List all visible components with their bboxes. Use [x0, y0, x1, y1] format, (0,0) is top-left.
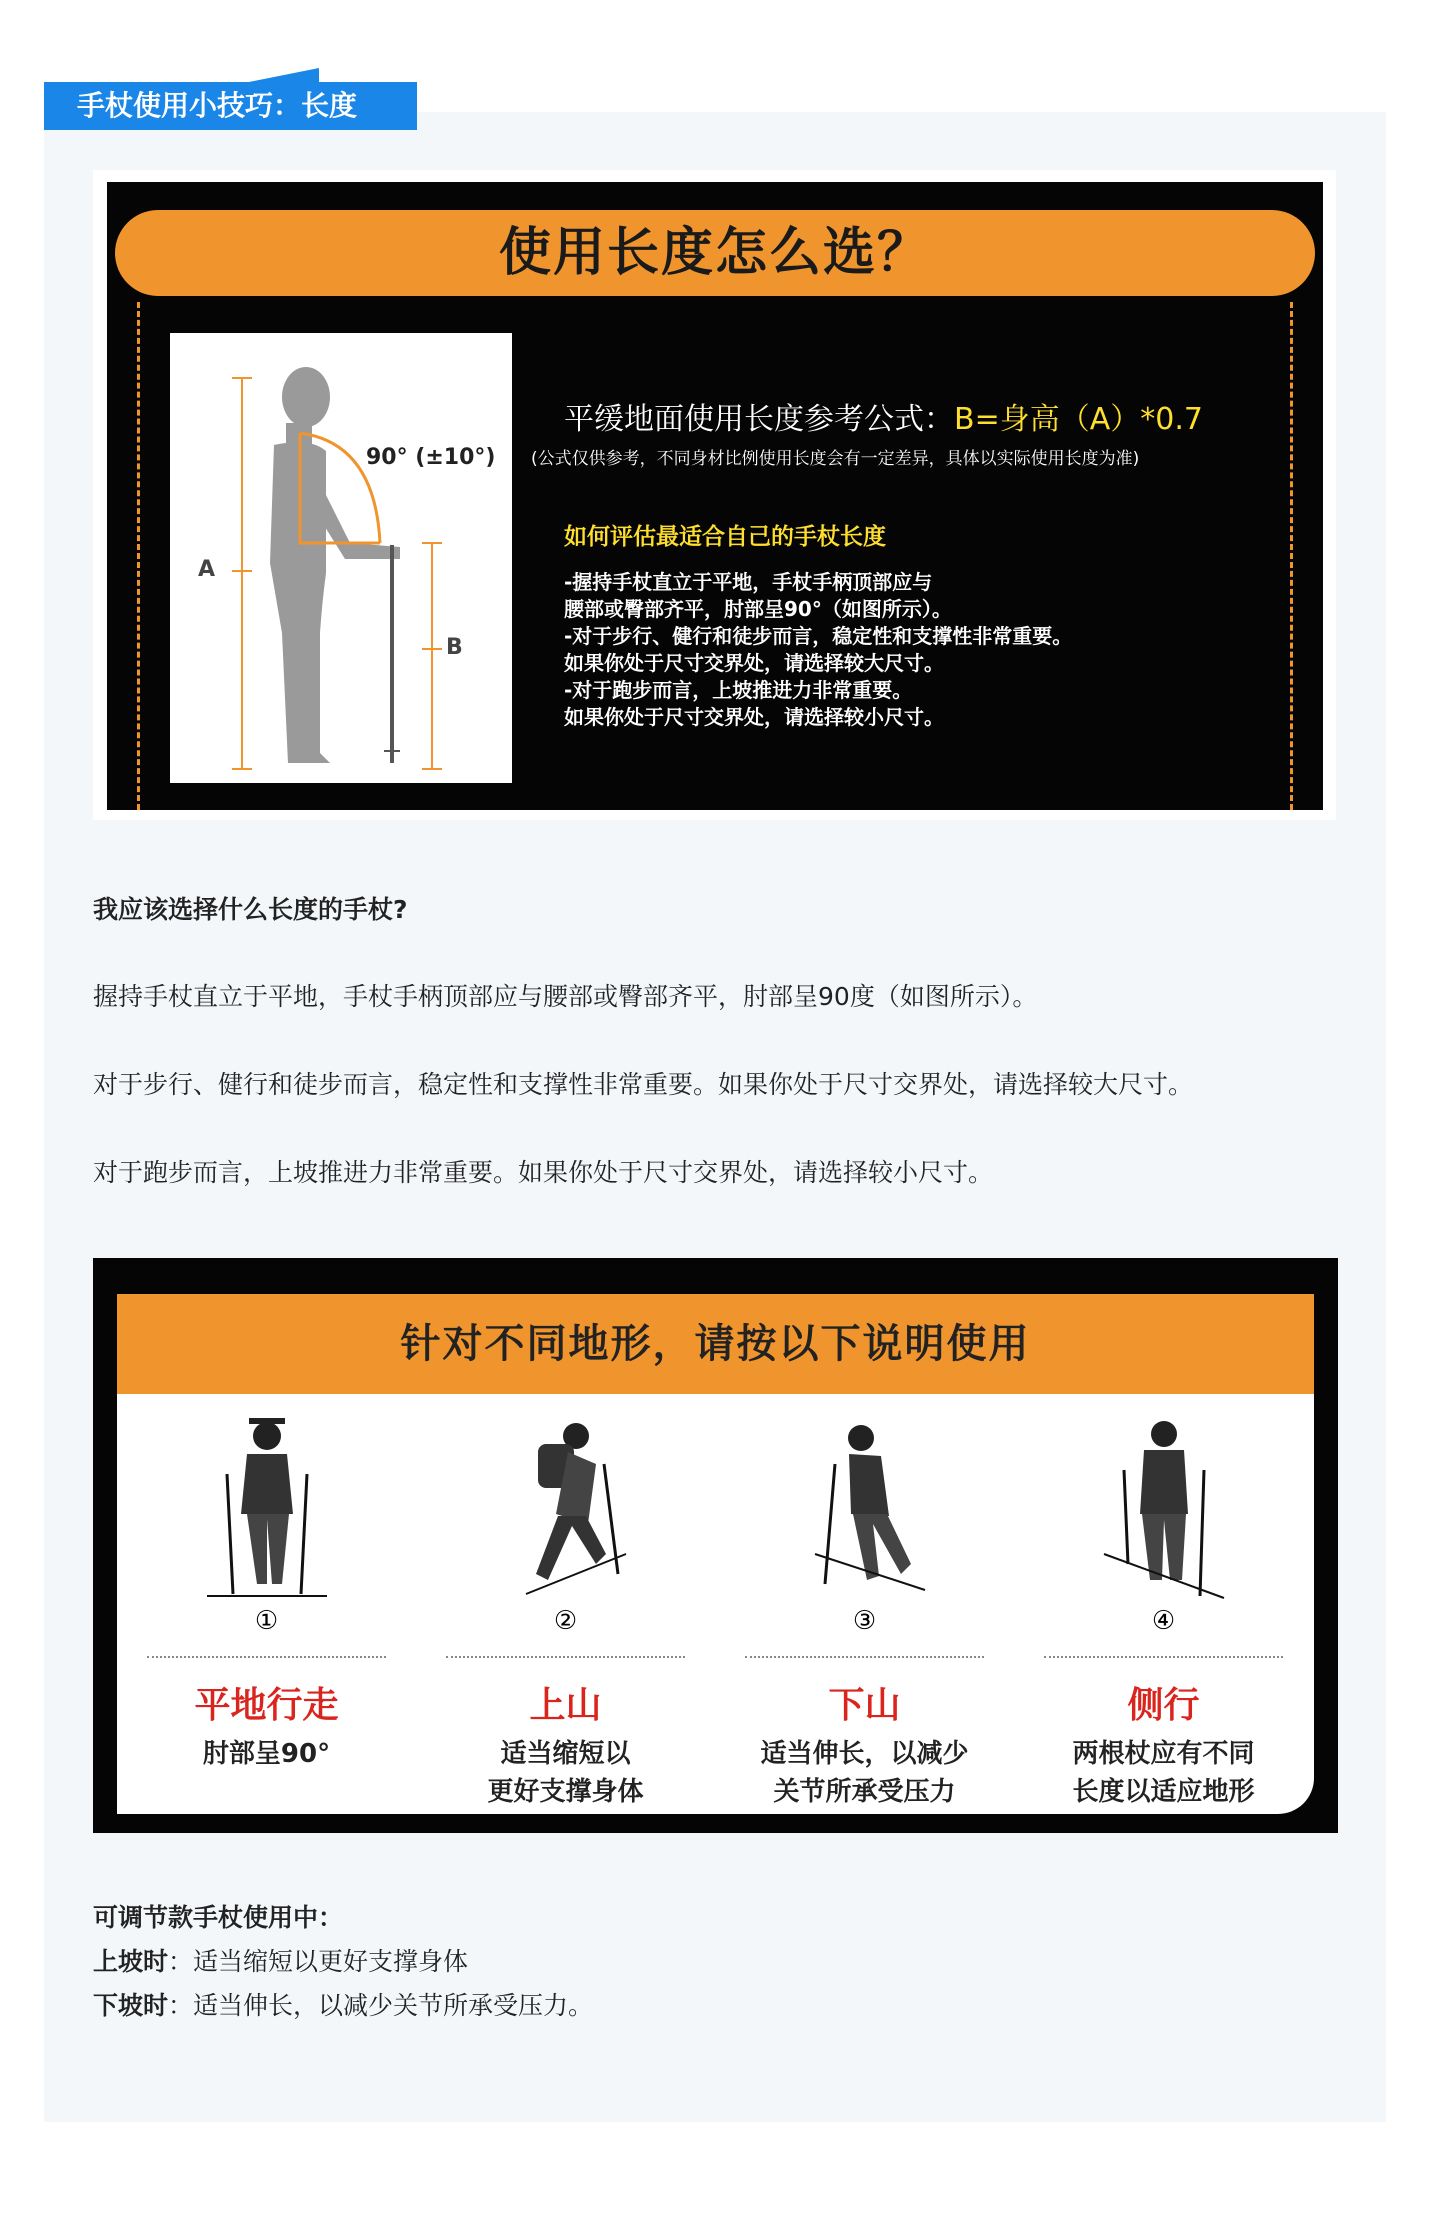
terrain-name: 侧行: [1127, 1685, 1200, 1726]
image1-banner: 使用长度怎么选？: [115, 210, 1315, 296]
howto-line: 腰部或臀部齐平，肘部呈90°（如图所示）。: [564, 597, 952, 621]
howto-line: -握持手杖直立于平地，手杖手柄顶部应与: [564, 570, 933, 594]
image2-banner: 针对不同地形，请按以下说明使用: [117, 1294, 1314, 1394]
dashed-border-right: [1290, 302, 1293, 810]
terrain-number: ④: [1151, 1606, 1176, 1636]
label-a: A: [198, 557, 216, 582]
paragraph-walking: 对于步行、健行和徒步而言，稳定性和支撑性非常重要。如果你处于尺寸交界处，请选择较大尺寸。: [93, 1070, 1194, 1099]
terrain-desc-line: 两根杖应有不同: [1072, 1739, 1255, 1769]
terrain-column-downhill: [715, 1394, 1014, 1814]
paragraph-grip: 握持手杖直立于平地，手杖手柄顶部应与腰部或臀部齐平，肘部呈90度（如图所示）。: [93, 982, 1038, 1011]
howto-line: 如果你处于尺寸交界处，请选择较小尺寸。: [564, 705, 944, 729]
formula-value: B=身高（A）*0.7: [954, 402, 1203, 437]
howto-line: -对于跑步而言，上坡推进力非常重要。: [564, 678, 913, 702]
person-figure-box: [170, 333, 512, 783]
downhill-text: ：适当伸长，以减少关节所承受压力。: [168, 1991, 594, 2020]
length-guide-image: [107, 182, 1323, 810]
formula-line: [564, 394, 1203, 438]
terrain-desc-line: 适当伸长，以减少: [760, 1739, 969, 1769]
terrain-desc-line: 适当缩短以: [500, 1739, 631, 1769]
formula-note: (公式仅供参考，不同身材比例使用长度会有一定差异，具体以实际使用长度为准): [531, 449, 1140, 469]
paragraph-running: 对于跑步而言，上坡推进力非常重要。如果你处于尺寸交界处，请选择较小尺寸。: [93, 1158, 994, 1187]
question-heading: 我应该选择什么长度的手杖?: [93, 895, 408, 924]
terrain-name: 下山: [828, 1685, 901, 1726]
downhill-label: 下坡时: [93, 1991, 169, 2020]
terrain-desc: [416, 1735, 715, 1811]
uphill-tip: [93, 1940, 468, 1984]
terrain-guide-image: [93, 1258, 1338, 1833]
person-with-pole-illustration: [170, 333, 512, 783]
terrain-number: ②: [553, 1606, 578, 1636]
howto-title: 如何评估最适合自己的手杖长度: [564, 524, 886, 550]
angle-label: 90° (±10°): [366, 445, 496, 470]
terrain-desc: [1014, 1735, 1313, 1811]
howto-line: -对于步行、健行和徒步而言，稳定性和支撑性非常重要。: [564, 624, 1073, 648]
terrain-number: ③: [852, 1606, 877, 1636]
section-tag: 手杖使用小技巧：长度: [44, 82, 417, 130]
hiker-uphill-icon: [476, 1404, 656, 1604]
downhill-tip: [93, 1984, 593, 2028]
terrain-guide-inner: [117, 1294, 1314, 1814]
terrain-desc: [117, 1735, 416, 1773]
adjustable-heading: 可调节款手杖使用中：: [93, 1903, 344, 1932]
terrain-desc-line: 更好支撑身体: [487, 1777, 644, 1807]
uphill-label: 上坡时: [93, 1947, 169, 1976]
hiker-sideways-icon: [1074, 1404, 1254, 1604]
terrain-number: ①: [254, 1606, 279, 1636]
terrain-name: 上山: [529, 1685, 602, 1726]
dotted-divider: [446, 1656, 685, 1658]
uphill-text: ：适当缩短以更好支撑身体: [168, 1947, 469, 1976]
howto-line: 如果你处于尺寸交界处，请选择较大尺寸。: [564, 651, 944, 675]
terrain-desc: [715, 1735, 1014, 1811]
formula-prefix: 平缓地面使用长度参考公式：: [564, 402, 954, 437]
terrain-desc-line: 肘部呈90°: [202, 1739, 331, 1769]
dotted-divider: [1044, 1656, 1283, 1658]
terrain-desc-line: 长度以适应地形: [1072, 1777, 1255, 1807]
terrain-desc-line: 关节所承受压力: [773, 1777, 956, 1807]
howto-list: [564, 569, 1072, 731]
hiker-downhill-icon: [775, 1404, 955, 1604]
label-b: B: [446, 635, 463, 660]
terrain-column-flat: [117, 1394, 416, 1814]
terrain-column-sideways: [1014, 1394, 1313, 1814]
terrain-column-uphill: [416, 1394, 715, 1814]
hiker-flat-icon: [177, 1404, 357, 1604]
dotted-divider: [147, 1656, 386, 1658]
dashed-border-left: [137, 302, 140, 810]
dotted-divider: [745, 1656, 984, 1658]
terrain-name: 平地行走: [194, 1685, 339, 1726]
